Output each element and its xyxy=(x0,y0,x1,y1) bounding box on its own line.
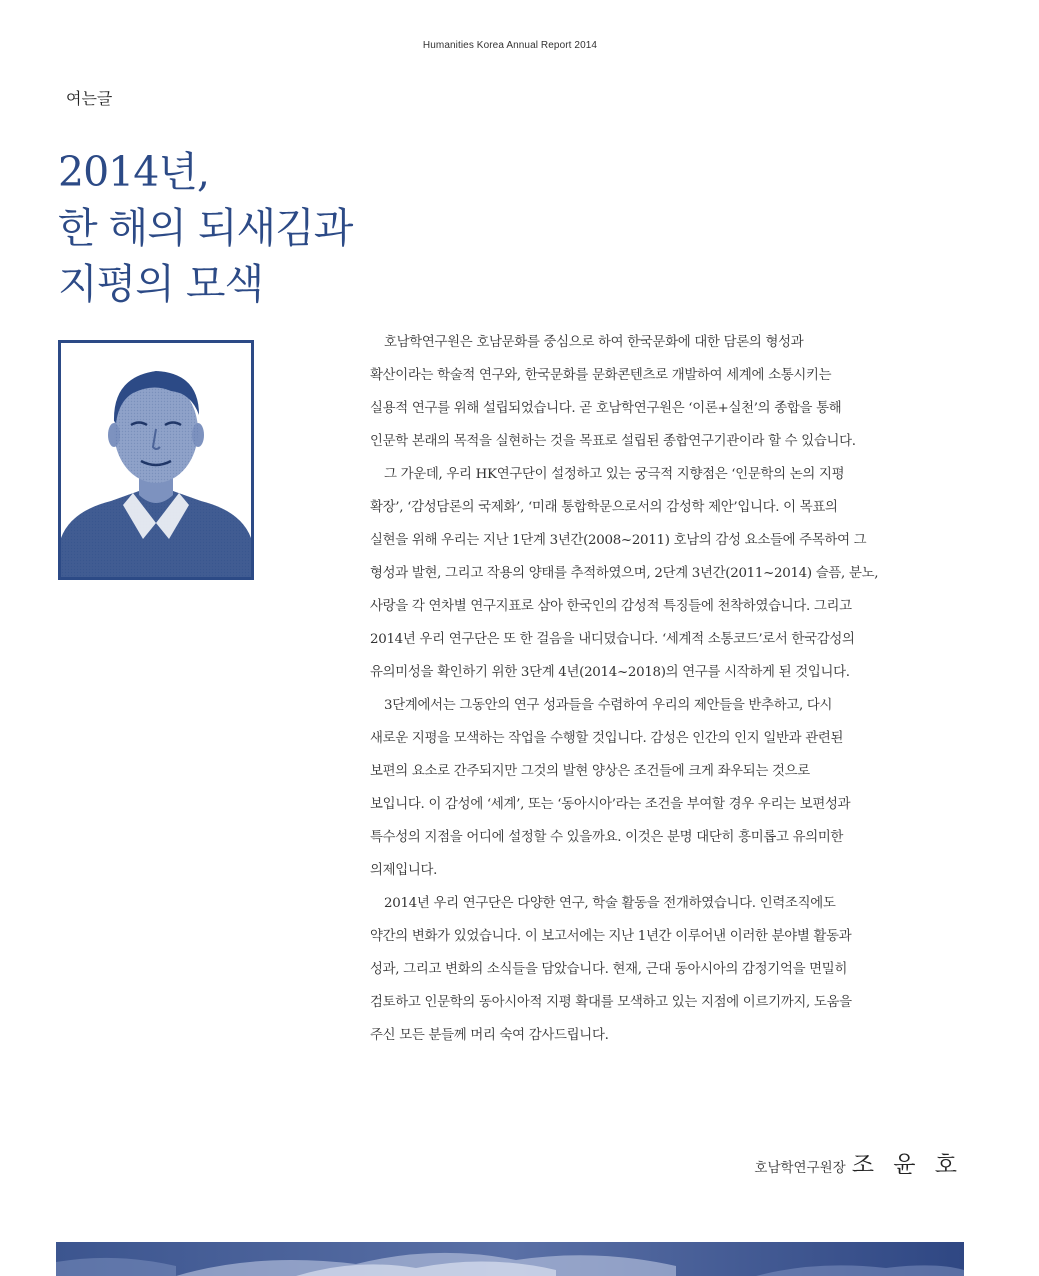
body-line: 2014년 우리 연구단은 다양한 연구, 학술 활동을 전개하였습니다. 인력조직에도 xyxy=(384,896,836,911)
body-line: 유의미성을 확인하기 위한 3단계 4년(2014~2018)의 연구를 시작하게 된 것입니다. xyxy=(370,665,850,680)
body-line: 의제입니다. xyxy=(370,863,438,878)
body-line: 새로운 지평을 모색하는 작업을 수행할 것입니다. 감성은 인간의 인지 일반과 관련된 xyxy=(370,731,844,746)
body-line: 2014년 우리 연구단은 또 한 걸음을 내디뎠습니다. ‘세계적 소통코드’로서 한국감성의 xyxy=(370,632,855,647)
body-line: 약간의 변화가 있었습니다. 이 보고서에는 지난 1년간 이루어낸 이러한 분야별 활동과 xyxy=(370,929,852,944)
body-line: 성과, 그리고 변화의 소식들을 담았습니다. 현재, 근대 동아시아의 감정기억을 면밀히 xyxy=(370,962,848,977)
body-line: 형성과 발현, 그리고 작용의 양태를 추적하였으며, 2단계 3년간(2011~2014) 슬픔, 분노, xyxy=(370,566,879,581)
portrait-photo xyxy=(61,343,251,577)
signature xyxy=(754,1146,963,1179)
body-line: 검토하고 인문학의 동아시아적 지평 확대를 모색하고 있는 지점에 이르기까지, 도움을 xyxy=(370,995,852,1010)
body-text xyxy=(370,326,970,1052)
body-line: 보입니다. 이 감성에 ‘세계’, 또는 ‘동아시아’라는 조건을 부여할 경우 우리는 보편성과 xyxy=(370,797,851,812)
body-line: 주신 모든 분들께 머리 숙여 감사드립니다. xyxy=(370,1028,609,1043)
body-line: 사랑을 각 연차별 연구지표로 삼아 한국인의 감성적 특징들에 천착하였습니다. 그리고 xyxy=(370,599,852,614)
title-line-1: 2014년, xyxy=(58,148,209,196)
title-line-2: 한 해의 되새김과 xyxy=(58,204,353,252)
body-line: 실용적 연구를 위해 설립되었습니다. 곧 호남학연구원은 ‘이론+실천’의 종합을 통해 xyxy=(370,401,842,416)
director-portrait xyxy=(58,340,254,580)
body-line: 호남학연구원은 호남문화를 중심으로 하여 한국문화에 대한 담론의 형성과 xyxy=(384,335,804,350)
running-header: Humanities Korea Annual Report 2014 xyxy=(422,40,598,51)
body-line: 확장’, ‘감성담론의 국제화’, ‘미래 통합학문으로서의 감성학 제안’입니다. 이 목표의 xyxy=(370,500,838,515)
body-line: 그 가운데, 우리 HK연구단이 설정하고 있는 궁극적 지향점은 ‘인문학의 논의 지평 xyxy=(384,467,845,482)
title-line-3: 지평의 모색 xyxy=(58,260,264,308)
section-label: 여는글 xyxy=(66,89,113,108)
footer-sky-image xyxy=(56,1242,964,1276)
footer-sky-graphic xyxy=(56,1242,964,1276)
signature-title: 호남학연구원장 xyxy=(754,1160,846,1176)
body-line: 특수성의 지점을 어디에 설정할 수 있을까요. 이것은 분명 대단히 흥미롭고 유의미한 xyxy=(370,830,844,845)
body-line: 실현을 위해 우리는 지난 1단계 3년간(2008~2011) 호남의 감성 요소들에 주목하여 그 xyxy=(370,533,867,548)
body-line: 확산이라는 학술적 연구와, 한국문화를 문화콘텐츠로 개발하여 세계에 소통시키는 xyxy=(370,368,832,383)
signature-name: 조 윤 호 xyxy=(851,1152,963,1178)
body-line: 인문학 본래의 목적을 실현하는 것을 목표로 설립된 종합연구기관이라 할 수 있습니다. xyxy=(370,434,856,449)
page-title xyxy=(58,144,352,312)
body-line: 3단계에서는 그동안의 연구 성과들을 수렴하여 우리의 제안들을 반추하고, 다시 xyxy=(384,698,833,713)
body-line: 보편의 요소로 간주되지만 그것의 발현 양상은 조건들에 크게 좌우되는 것으로 xyxy=(370,764,810,779)
